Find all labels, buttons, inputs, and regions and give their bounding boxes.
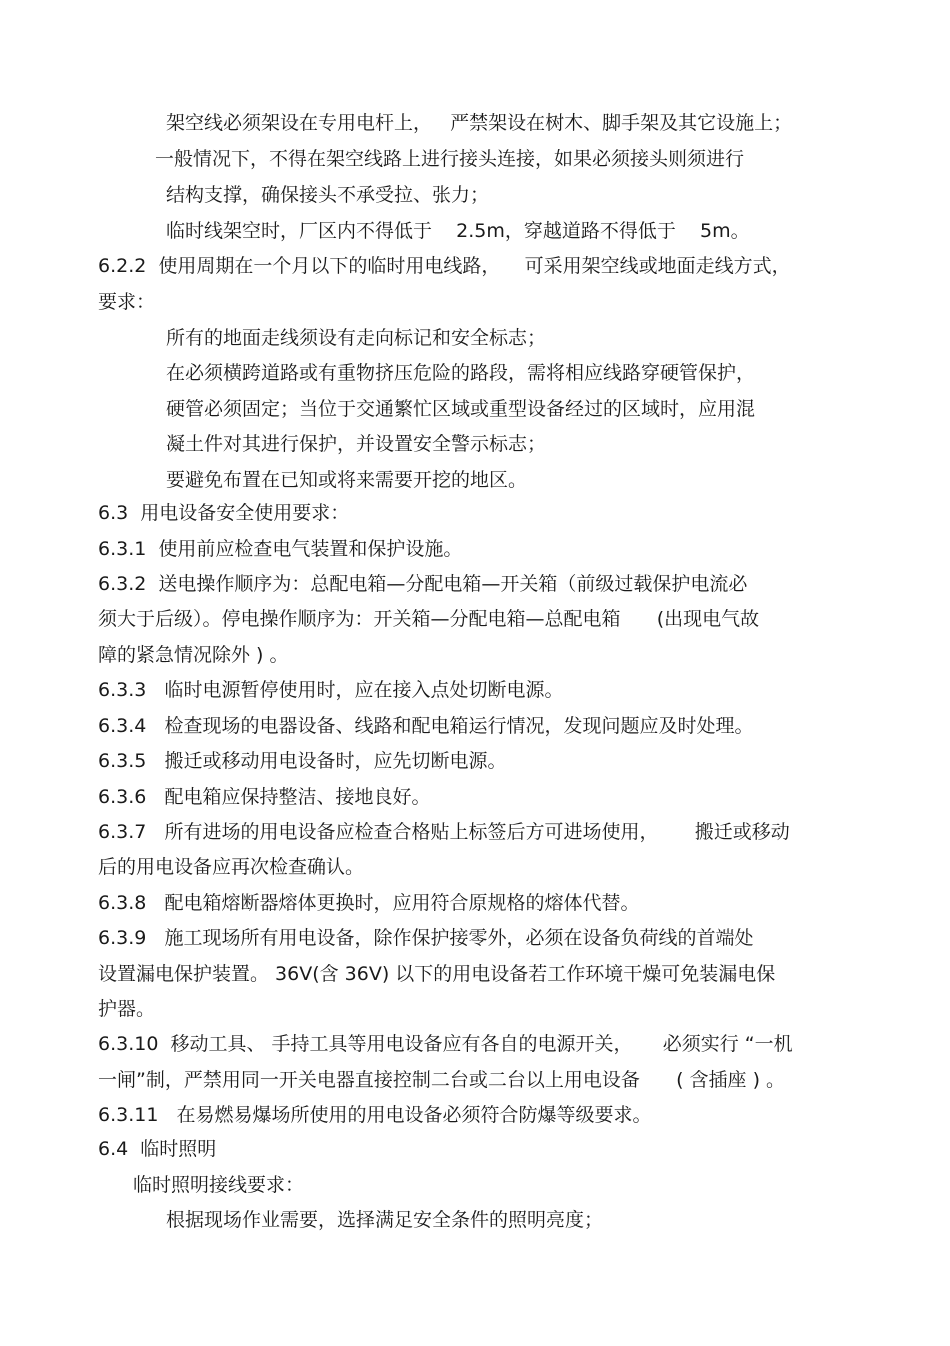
text-line: 临时照明接线要求： [133,1174,305,1196]
text-line: 硬管必须固定；当位于交通繁忙区域或重型设备经过的区域时，应用混 [166,398,756,420]
text-line: 在必须横跨道路或有重物挤压危险的路段，需将相应线路穿硬管保护， [166,362,756,384]
text-line: 6.3.8 配电箱熔断器熔体更换时，应用符合原规格的熔体代替。 [98,892,640,914]
text-line: 6.3.3 临时电源暂停使用时，应在接入点处切断电源。 [98,679,564,701]
text-line: 6.3.6 配电箱应保持整洁、接地良好。 [98,786,431,808]
text-line: 要求： [98,291,156,313]
text-line: 6.3.10 移动工具、 手持工具等用电设备应有各自的电源开关， 必须实行 “一机 [98,1033,793,1055]
text-line: 6.3.9 施工现场所有用电设备，除作保护接零外，必须在设备负荷线的首端处 [98,927,754,949]
text-line: 架空线必须架设在专用电杆上， 严禁架设在树木、脚手架及其它设施上； [166,112,793,134]
text-line: 6.3.2 送电操作顺序为：总配电箱—分配电箱—开关箱（前级过载保护电流必 [98,573,748,595]
text-line: 障的紧急情况除外 ) 。 [98,644,289,666]
text-line: 后的用电设备应再次检查确认。 [98,856,365,878]
text-line: 6.3.4 检查现场的电器设备、线路和配电箱运行情况，发现问题应及时处理。 [98,715,754,737]
text-line: 6.3.7 所有进场的用电设备应检查合格贴上标签后方可进场使用， 搬迁或移动 [98,821,790,843]
text-line: 所有的地面走线须设有走向标记和安全标志； [166,327,547,349]
text-line: 设置漏电保护装置。 36V(含 36V) 以下的用电设备若工作环境干燥可免装漏电保 [98,963,776,985]
text-line: 6.3.11 在易燃易爆场所使用的用电设备必须符合防爆等级要求。 [98,1104,652,1126]
text-line: 6.3.1 使用前应检查电气装置和保护设施。 [98,538,463,560]
text-line: 根据现场作业需要，选择满足安全条件的照明亮度； [166,1209,604,1231]
section-heading: 6.4 临时照明 [98,1138,217,1160]
section-heading: 6.3 用电设备安全使用要求： [98,502,350,524]
text-line: 临时线架空时，厂区内不得低于 2.5m，穿越道路不得低于 5m。 [166,220,750,242]
text-line: 要避免布置在已知或将来需要开挖的地区。 [166,469,528,491]
text-line: 一闸”制，严禁用同一开关电器直接控制二台或二台以上用电设备 ( 含插座 ) 。 [98,1069,786,1091]
text-line: 护器。 [98,998,156,1020]
text-line: 凝土件对其进行保护，并设置安全警示标志； [166,433,547,455]
text-line: 一般情况下，不得在架空线路上进行接头连接，如果必须接头则须进行 [155,148,745,170]
text-line: 结构支撑，确保接头不承受拉、张力； [166,184,490,206]
text-line: 须大于后级）。停电操作顺序为：开关箱—分配电箱—总配电箱 (出现电气故 [98,608,760,630]
text-line: 6.2.2 使用周期在一个月以下的临时用电线路， 可采用架空线或地面走线方式， [98,255,791,277]
text-line: 6.3.5 搬迁或移动用电设备时，应先切断电源。 [98,750,507,772]
